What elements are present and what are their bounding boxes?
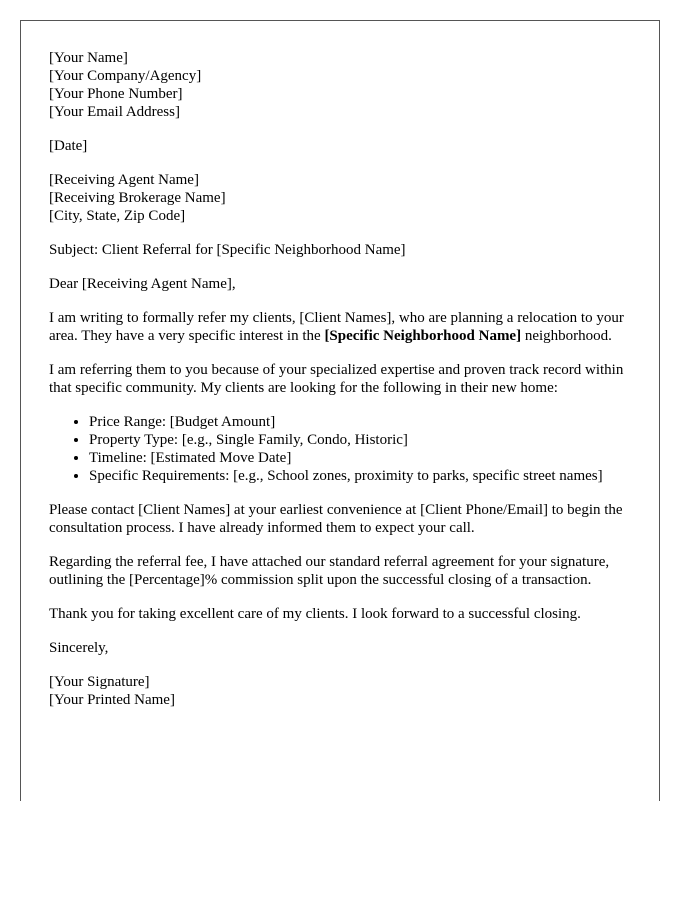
sender-block [49,49,634,121]
sender-name: [Your Name] [49,50,128,66]
paragraph-thanks: Thank you for taking excellent care of my clients. I look forward to a successful closing. [49,606,581,622]
subject-line: Subject: Client Referral for [Specific Neighborhood Name] [49,242,406,258]
paragraph-referral-intro [49,309,634,345]
signature-line: [Your Signature] [49,674,150,690]
recipient-brokerage: [Receiving Brokerage Name] [49,190,226,206]
salutation: Dear [Receiving Agent Name], [49,276,236,292]
list-item: • Price Range: [Budget Amount] [89,413,634,431]
recipient-name: [Receiving Agent Name] [49,172,199,188]
paragraph-referral-fee: Regarding the referral fee, I have attached our standard referral agreement for your signature, outlining the [Percentage]% commission split upon the successful closing of a transaction. [49,554,610,588]
requirements-list [49,413,634,485]
printed-name: [Your Printed Name] [49,692,175,708]
letter-date: [Date] [49,138,88,154]
signature-block [49,673,634,709]
paragraph-contact: Please contact [Client Names] at your earliest convenience at [Client Phone/Email] to begin the consultation process. I have already informed them to expect your call. [49,502,623,536]
letter-page [20,20,660,801]
sender-email: [Your Email Address] [49,104,180,120]
paragraph-expertise: I am referring them to you because of your specialized expertise and proven track record within that specific community. My clients are looking for the following in their new home: [49,362,624,396]
recipient-block [49,171,634,225]
closing: Sincerely, [49,640,109,656]
list-item: • Timeline: [Estimated Move Date] [89,449,634,467]
paragraph-referral-intro-end: neighborhood. [521,328,612,344]
recipient-address: [City, State, Zip Code] [49,208,186,224]
list-item: • Property Type: [e.g., Single Family, Condo, Historic] [89,431,634,449]
list-item: • Specific Requirements: [e.g., School zones, proximity to parks, specific street names] [89,467,634,485]
sender-phone: [Your Phone Number] [49,86,183,102]
paragraph-referral-intro-text: I am writing to formally refer my clients, [Client Names], who are planning a relocation to your area. They have a very specific interest in the [49,310,624,344]
sender-company: [Your Company/Agency] [49,68,202,84]
neighborhood-name-bold: [Specific Neighborhood Name] [324,328,522,344]
letter-content [49,49,634,725]
